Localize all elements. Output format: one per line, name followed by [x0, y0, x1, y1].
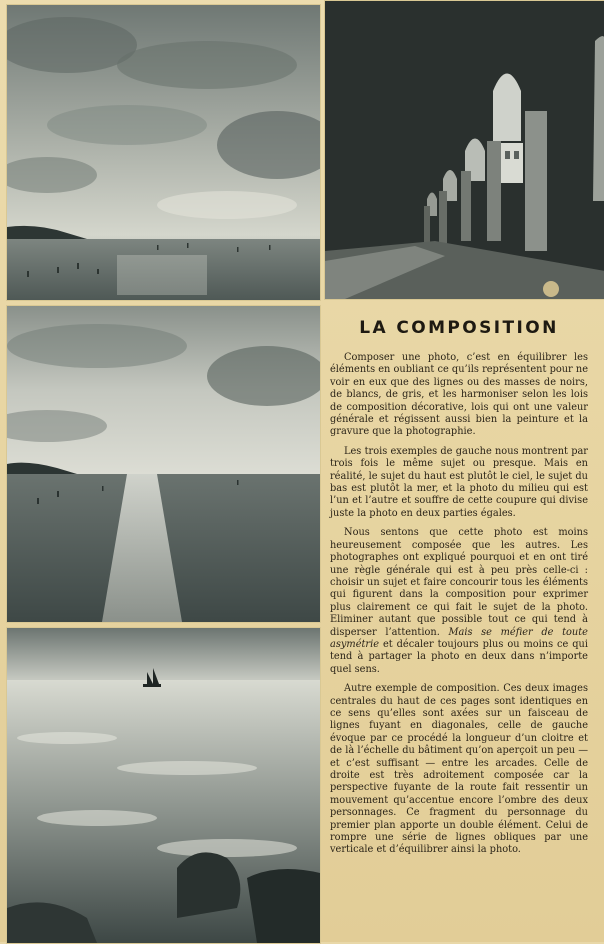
article-paragraph-3-italic: Mais se méfier de toute asymétrie — [330, 626, 588, 650]
article-paragraph-3-main: Nous sentons que cette photo est moins heureusement composée que les autres. Les photographes ont expliqué pourquoi et en ont tiré une règle générale qui est à peu près celle-ci : choisir un sujet et faire concourir tous les éléments qui figurent dans la composition pour exprimer plus clairement ce qui fait le sujet de la photo. Eliminer autant que possible tout ce qui tend à disperser l’attention. — [330, 527, 588, 638]
article-paragraph-3-tail: et décaler toujours plus ou moins ce qui tend à partager la photo en deux dans n’importe quel sens. — [330, 638, 588, 675]
article-composition — [330, 318, 588, 864]
article-paragraph-3 — [330, 527, 588, 676]
article-paragraph-2: Les trois exemples de gauche nous montrent par trois fois le même sujet ou presque. Mais en réalité, le sujet du haut est plutôt le ciel, le sujet du bas est plutôt la mer, et la photo du milieu qui est l’un et l’autre et souffre de cette coupure qui divise juste la photo en deux parties égales. — [330, 445, 588, 519]
photo-sea-with-sailboat — [6, 627, 321, 944]
article-title: LA COMPOSITION — [359, 318, 559, 338]
photo-cloudy-sky-over-bay — [6, 4, 321, 301]
article-paragraph-4: Autre exemple de composition. Ces deux images centrales du haut de ces pages sont identiques en ce sens qu’elles sont axées sur un faisceau de lignes fuyant en diagonales, celle de gauche évoque par ce procédé la longueur d’un cloitre et de là l’échelle du bâtiment qu’on aperçoit un peu — et c’est suffisant — entre les arcades. Celle de droite est très adroitement composée car la perspective fuyante de la route fait ressentir un mouvement qu’accentue encore l’ombre des deux personnages. Ce fragment du personnage du premier plan apporte un double élément. Celui de rompre une série de lignes obliques par une verticale et d’équilibrer ainsi la photo. — [330, 683, 588, 856]
photo-cloister-arcade — [324, 0, 604, 300]
photo-sun-over-horizon — [6, 305, 321, 623]
article-paragraph-1: Composer une photo, c’est en équilibrer les éléments en oubliant ce qu’ils représentent pour ne voir en eux que des lignes ou des masses de noirs, de blancs, de gris, et les harmoniser selon les lois de composition décorative, lois qui ont une valeur générale et régissent aussi bien la peinture et la gravure que la photographie. — [330, 352, 588, 438]
